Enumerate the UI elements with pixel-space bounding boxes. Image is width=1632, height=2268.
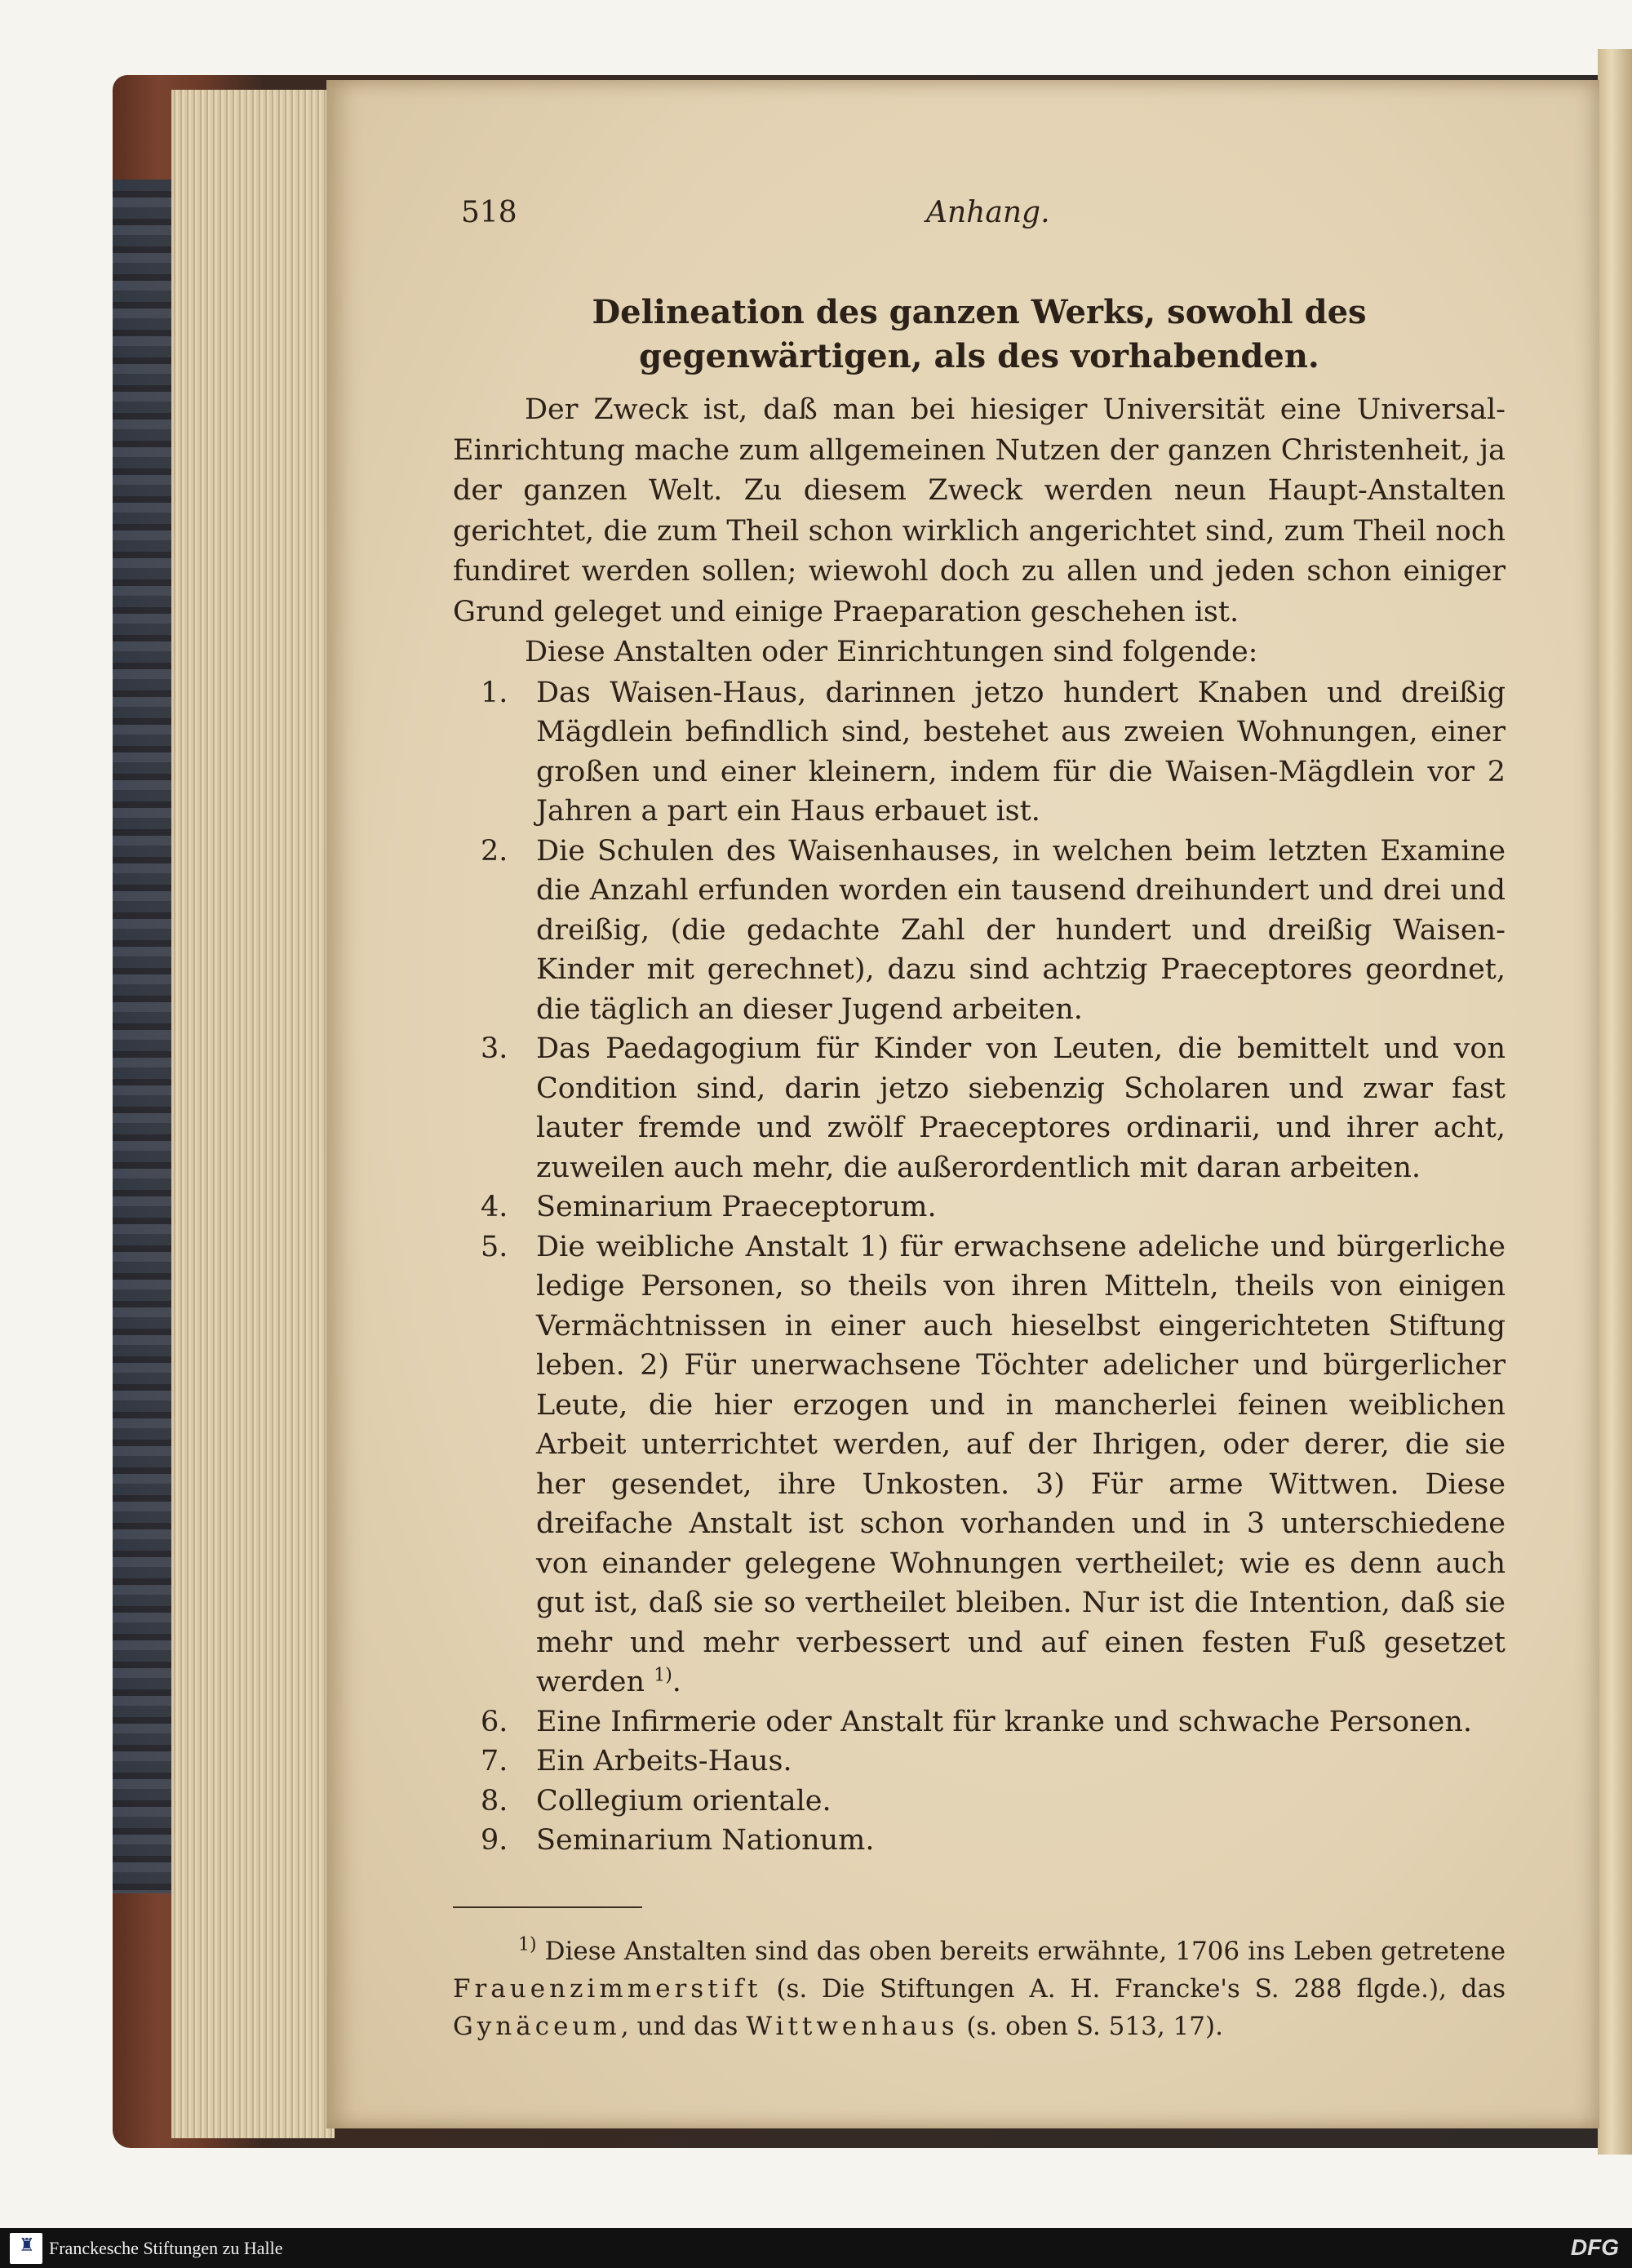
list-item-number: 9. bbox=[481, 1824, 508, 1857]
section-title: Delineation des ganzen Werks, sowohl des gegenwärtigen, als des vorhabenden. bbox=[592, 293, 1367, 375]
list-intro-paragraph: Diese Anstalten oder Einrichtungen sind folgende: bbox=[525, 636, 1258, 668]
footnote-text: Diese Anstalten sind das oben bereits erwähnte, 1706 ins Leben getretene bbox=[544, 1936, 1506, 1966]
list-item-number: 2. bbox=[481, 834, 508, 868]
list-item-number: 1. bbox=[481, 676, 508, 709]
list-item-number: 3. bbox=[481, 1032, 508, 1065]
page-text bbox=[453, 196, 1506, 2070]
list-item-text: Seminarium Praeceptorum. bbox=[536, 1191, 937, 1223]
footnote-text: (s. Die Stiftungen A. H. Francke's S. 288 flgde.), das bbox=[776, 1973, 1506, 2004]
list-item-number: 5. bbox=[481, 1230, 508, 1263]
footnote-text: (s. oben S. 513, 17). bbox=[966, 2011, 1223, 2041]
footnote-marker: 1) bbox=[518, 1934, 537, 1955]
intro-paragraph: Der Zweck ist, daß man bei hiesiger Universität eine Universal-Einrichtung mache zum allgemeinen Nutzen der ganzen Christenheit, ja der ganzen Welt. Zu diesem Zweck werden neun Haupt-Anstalten gerichtet, die zum Theil schon wirklich angerichtet sind, zum Theil noch fundiret werden sollen; wiewohl doch zu allen und jeden schon einiger Grund geleget und einige Praeparation geschehen ist. bbox=[453, 393, 1506, 628]
list-item bbox=[453, 832, 1506, 1030]
footnote-ref[interactable]: 1) bbox=[654, 1665, 672, 1686]
footnote-spaced-term: Frauenzimmerstift bbox=[453, 1973, 762, 2004]
page-number: 518 bbox=[461, 196, 517, 229]
list-item-number: 7. bbox=[481, 1745, 508, 1778]
list-item-text: Eine Infirmerie oder Anstalt für kranke und schwache Personen. bbox=[536, 1705, 1473, 1738]
facing-page-edge bbox=[1598, 49, 1632, 2155]
list-item-text: Die Schulen des Waisenhauses, in welchen beim letzten Examine die Anzahl erfunden worden ein tausend dreihundert und drei und dreißig, (die gedachte Zahl der hundert und dreißig Waisen-Kinder mit gerechnet), dazu sind achtzig Praeceptores geordnet, die täglich an dieser Jugend arbeiten. bbox=[536, 834, 1506, 1026]
list-item-text: Das Waisen-Haus, darinnen jetzo hundert Knaben und dreißig Mägdlein befindlich sind, bestehet aus zweien Wohnungen, einer großen und einer kleinern, indem für die Waisen-Mägdlein vor 2 Jahren a part ein Haus erbauet ist. bbox=[536, 676, 1506, 828]
footnote-spaced-term: Gynäceum bbox=[453, 2011, 621, 2041]
list-item-text: Ein Arbeits-Haus. bbox=[536, 1745, 792, 1778]
list-item-tail: . bbox=[672, 1666, 681, 1698]
list-item-text: Seminarium Nationum. bbox=[536, 1824, 875, 1857]
page-edges bbox=[171, 90, 335, 2138]
institution-name[interactable]: Franckesche Stiftungen zu Halle bbox=[49, 2238, 283, 2258]
list-item bbox=[453, 1187, 1506, 1227]
list-item bbox=[453, 1742, 1506, 1782]
list-item bbox=[453, 1821, 1506, 1861]
list-item-text: Die weibliche Anstalt 1) für erwachsene adeliche und bürgerliche ledige Personen, so theils von ihren Mitteln, theils von einigen Vermächtnissen in einer auch hieselbst eingerichteten Stiftung leben. 2) Für unerwachsene Töchter adelicher und bürgerlicher Leute, die hier erzogen und in mancherlei feinen weiblichen Arbeit unterrichtet werden, auf der Ihrigen, oder derer, die sie her gesendet, ihre Unkosten. 3) Für arme Wittwen. Diese dreifache Anstalt ist schon vorhanden und in 3 unterschiedene von einander gelegene Wohnungen vertheilet; wie es denn auch gut ist, daß sie so vertheilet bleiben. Nur ist die Intention, daß sie mehr und mehr verbessert und auf einen festen Fuß gesetzet werden bbox=[536, 1230, 1506, 1698]
list-item-number: 6. bbox=[481, 1705, 508, 1738]
list-item bbox=[453, 673, 1506, 832]
list-item-text: Das Paedagogium für Kinder von Leuten, die bemittelt und von Condition sind, darin jetzo siebenzig Scholaren und zwar fast lauter fremde und zwölf Praeceptores ordinarii, und ihrer acht, zuweilen auch mehr, die außerordentlich mit daran arbeiten. bbox=[536, 1032, 1506, 1184]
list-item bbox=[453, 1227, 1506, 1702]
book-spine bbox=[113, 180, 178, 1893]
footnote bbox=[453, 1933, 1506, 2045]
list-item bbox=[453, 1782, 1506, 1822]
list-item bbox=[453, 1029, 1506, 1187]
page-header bbox=[453, 196, 1506, 245]
footnote-spaced-term: Wittwenhaus bbox=[746, 2011, 959, 2041]
dfg-logo[interactable]: DFG bbox=[1570, 2235, 1619, 2260]
footnote-text: , und das bbox=[620, 2011, 738, 2041]
francke-logo-icon[interactable] bbox=[10, 2233, 42, 2264]
viewer-footer bbox=[0, 2228, 1632, 2268]
footnote-divider bbox=[453, 1906, 642, 1908]
list-item bbox=[453, 1702, 1506, 1742]
list-item-number: 4. bbox=[481, 1191, 508, 1223]
list-item-text: Collegium orientale. bbox=[536, 1784, 832, 1818]
list-item-number: 8. bbox=[481, 1784, 508, 1818]
institutions-list bbox=[453, 673, 1506, 1861]
running-head: Anhang. bbox=[926, 196, 1050, 229]
